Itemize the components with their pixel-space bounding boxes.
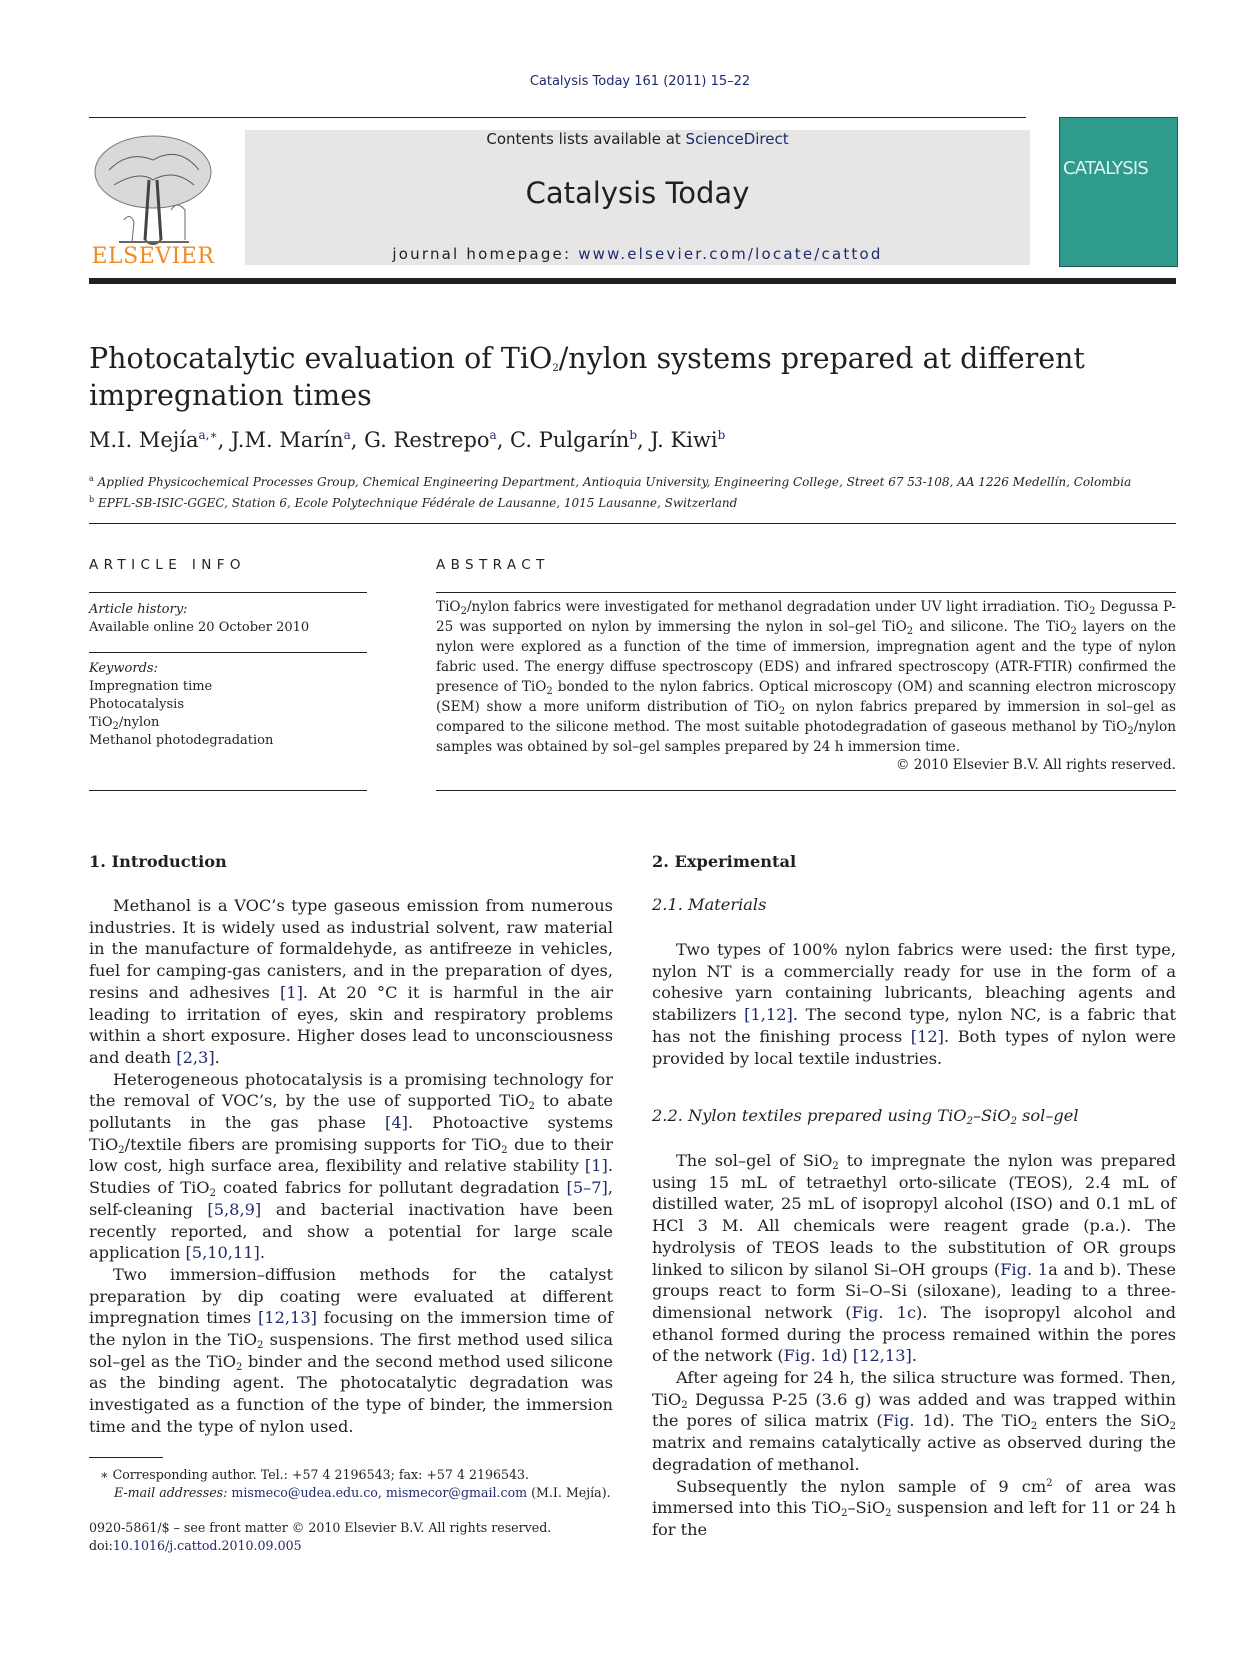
keywords-rule	[89, 652, 367, 653]
materials-body	[652, 939, 1176, 1069]
experimental-heading: 2. Experimental	[652, 852, 797, 871]
citation-link[interactable]: [1]	[279, 982, 303, 1002]
solgel-body	[652, 1150, 1176, 1541]
author-name: G. Restrepo	[364, 428, 490, 452]
header-rule	[89, 117, 1026, 118]
corresponding-author-note: ∗ Corresponding author. Tel.: +57 4 2196543; fax: +57 4 2196543.	[100, 1467, 530, 1482]
keywords-block	[89, 660, 367, 750]
paragraph: Two types of 100% nylon fabrics were used: the first type, nylon NT is a commercially ready for use in the form of a cohesive yarn containing lubricants, bleaching agents and stabilizers [1,12]. The second type, nylon NC, is a fabric that has not the finishing process [12]. Both types of nylon were provided by local textile industries.	[652, 940, 1176, 1068]
journal-name: Catalysis Today	[525, 176, 750, 210]
journal-homepage-link[interactable]: www.elsevier.com/locate/cattod	[578, 245, 883, 263]
paragraph: Methanol is a VOC’s type gaseous emission from numerous industries. It is widely used as industrial solvent, raw material in the manufacture of formaldehyde, as antifreeze in vehicles, fuel for camping-gas canisters, and in the preparation of dyes, resins and adhesives [1]. At 20 °C it is harmful in the air leading to irritation of eyes, skin and respiratory problems within a short exposure. Higher doses lead to unconsciousness and death [2,3].	[89, 896, 613, 1067]
contents-line: Contents lists available at ScienceDirect	[486, 130, 789, 148]
materials-heading: 2.1. Materials	[652, 895, 767, 914]
keyword-item: Impregnation time	[89, 679, 213, 694]
author-affiliation-mark[interactable]: a,∗	[198, 428, 218, 442]
citation-link[interactable]: [12,13]	[257, 1308, 317, 1328]
citation-link[interactable]: [5,8,9]	[207, 1199, 262, 1219]
masthead-rule	[89, 278, 1176, 284]
abstract-bottom-rule	[436, 790, 1176, 791]
introduction-body	[89, 895, 613, 1438]
introduction-heading: 1. Introduction	[89, 852, 227, 871]
paragraph: After ageing for 24 h, the silica structure was formed. Then, TiO$_2$ Degussa P-25 (3.6 g) was added and was trapped within the pores of silica matrix (Fig. 1d). The TiO$_2$ enters the SiO$_2$ matrix and remains catalytically active as observed during the degradation of methanol.	[652, 1368, 1176, 1474]
abstract-copyright: © 2010 Elsevier B.V. All rights reserved.	[895, 757, 1176, 773]
keywords-label: Keywords:	[89, 661, 158, 676]
abstract-rule	[436, 592, 1176, 593]
author-affiliation-mark[interactable]: a	[489, 428, 497, 442]
author-name: J. Kiwi	[650, 428, 718, 452]
citation-link[interactable]: [4]	[385, 1113, 408, 1133]
author-name: C. Pulgarín	[510, 428, 630, 452]
author-name: M.I. Mejía	[89, 428, 199, 452]
paragraph: Subsequently the nylon sample of 9 $cm^2$ of area was immersed into this TiO$_2$–SiO$_2$ suspension and left for 11 or 24 h for the	[652, 1476, 1176, 1539]
author-name: J.M. Marín	[231, 428, 344, 452]
article-info-bottom-rule	[89, 790, 367, 791]
figure-link[interactable]: Fig. 1	[882, 1411, 933, 1431]
citation-link[interactable]: [12]	[910, 1026, 944, 1046]
figure-link[interactable]: Fig. 1c	[851, 1302, 917, 1322]
article-history	[89, 601, 367, 637]
citation-link[interactable]: [1,12]	[744, 1005, 793, 1025]
author-affiliation-mark[interactable]: a	[343, 428, 351, 442]
citation-link[interactable]: [2,3]	[176, 1047, 215, 1067]
homepage-line: journal homepage: www.elsevier.com/locate/cattod	[392, 245, 883, 263]
sciencedirect-link[interactable]: ScienceDirect	[685, 130, 789, 148]
email-link[interactable]: mismecor@gmail.com	[385, 1485, 528, 1500]
history-label: Article history:	[89, 602, 188, 617]
figure-link[interactable]: Fig. 1	[1000, 1259, 1049, 1279]
issn-line: 0920-5861/$ – see front matter © 2010 Elsevier B.V. All rights reserved.	[89, 1520, 552, 1535]
article-info-rule	[89, 592, 367, 593]
publisher-wordmark: ELSEVIER	[91, 244, 215, 269]
email-link[interactable]: mismeco@udea.edu.co	[231, 1485, 378, 1500]
solgel-heading: 2.2. Nylon textiles prepared using TiO$_2$–SiO$_2$ sol–gel	[652, 1106, 1079, 1127]
email-note: E-mail addresses: mismeco@udea.edu.co, mismecor@gmail.com (M.I. Mejía).	[114, 1485, 611, 1500]
doi-link[interactable]: 10.1016/j.cattod.2010.09.005	[112, 1538, 302, 1553]
article-title: Photocatalytic evaluation of TiO$_2$/nylon systems prepared at different impregnation times	[89, 342, 1085, 412]
history-value: Available online 20 October 2010	[89, 620, 310, 635]
citation-link[interactable]: [1]	[584, 1156, 608, 1176]
affiliation-a: $^a$ Applied Physicochemical Processes Group, Chemical Engineering Department, Antioquia University, Engineering College, Street 67 53-108, AA 1226 Medellín, Colombia	[89, 474, 1132, 489]
journal-cover-image[interactable]	[1059, 117, 1178, 267]
author-affiliation-mark[interactable]: b	[717, 428, 726, 442]
paragraph: The sol–gel of SiO$_2$ to impregnate the nylon was prepared using 15 mL of tetraethyl orto-silicate (TEOS), 2.4 mL of distilled water, 25 mL of isopropyl alcohol (ISO) and 0.1 mL of HCl 3 M. All chemicals were reagent grade (p.a.). The hydrolysis of TEOS leads to the substitution of OR groups linked to silicon by silanol Si–OH groups (Fig. 1a and b). These groups react to form Si–O–Si (siloxane), leading to a three-dimensional network (Fig. 1c). The isopropyl alcohol and ethanol formed during the process remained within the pores of the network (Fig. 1d) [12,13].	[652, 1151, 1176, 1366]
footnote-rule	[89, 1457, 163, 1458]
affiliation-b: $^b$ EPFL-SB-ISIC-GGEC, Station 6, Ecole Polytechnique Fédérale de Lausanne, 1015 Lausanne, Switzerland	[89, 495, 738, 510]
abstract-body: TiO$_2$/nylon fabrics were investigated for methanol degradation under UV light irradiation. TiO$_2$ Degussa P-25 was supported on nylon by immersing the nylon in sol–gel TiO$_2$ and silicone. The TiO$_2$ layers on the nylon were explored as a function of the time of immersion, impregnation agent and the type of nylon fabric used. The energy diffuse spectroscopy (EDS) and infrared spectroscopy (ATR-FTIR) confirmed the presence of TiO$_2$ bonded to the nylon fabrics. Optical microscopy (OM) and scanning electron microscopy (SEM) show a more uniform distribution of TiO$_2$ on nylon fabrics prepared by immersion in sol–gel as compared to the silicone method. The most suitable photodegradation of gaseous methanol by TiO$_2$/nylon samples was obtained by sol–gel samples prepared by 24 h immersion time.	[436, 599, 1176, 755]
citation-link[interactable]: [5–7]	[566, 1178, 608, 1198]
citation-link[interactable]: [12,13]	[852, 1346, 912, 1366]
doi-line: doi:10.1016/j.cattod.2010.09.005	[89, 1538, 302, 1553]
abstract-heading: ABSTRACT	[436, 557, 550, 573]
citation-link[interactable]: [5,10,11]	[185, 1243, 260, 1263]
cover-title: CATALYSIS	[1063, 158, 1148, 179]
title-block-rule	[89, 523, 1176, 524]
article-info-heading: ARTICLE INFO	[89, 557, 246, 573]
affiliations	[89, 470, 1179, 512]
figure-link[interactable]: Fig. 1d	[783, 1346, 842, 1366]
keyword-item: Methanol photodegradation	[89, 733, 274, 748]
keyword-item: TiO$_2$/nylon	[89, 715, 160, 732]
journal-citation[interactable]: Catalysis Today 161 (2011) 15–22	[529, 74, 751, 89]
paragraph: Two immersion–diffusion methods for the catalyst preparation by dip coating were evaluated at different impregnation times [12,13] focusing on the immersion time of the nylon in the TiO$_2$ suspensions. The first method used silica sol–gel as the TiO$_2$ binder and the second method used silicone as the binding agent. The photocatalytic degradation was investigated as a function of the type of binder, the immersion time and the type of nylon used.	[89, 1264, 613, 1436]
paragraph: Heterogeneous photocatalysis is a promising technology for the removal of VOC’s, by the use of supported TiO$_2$ to abate pollutants in the gas phase [4]. Photoactive systems TiO$_2$/textile fibers are promising supports for TiO$_2$ due to their low cost, high surface area, flexibility and relative stability [1]. Studies of TiO$_2$ coated fabrics for pollutant degradation [5–7], self-cleaning [5,8,9] and bacterial inactivation have been recently reported, and show a potential for large scale application [5,10,11].	[89, 1069, 613, 1263]
author-affiliation-mark[interactable]: b	[629, 428, 638, 442]
author-list: M.I. Mejía$^{a,∗}$, J.M. Marín$^a$, G. Restrepo$^a$, C. Pulgarín$^b$, J. Kiwi$^b$	[89, 428, 726, 452]
keyword-item: Photocatalysis	[89, 697, 185, 712]
